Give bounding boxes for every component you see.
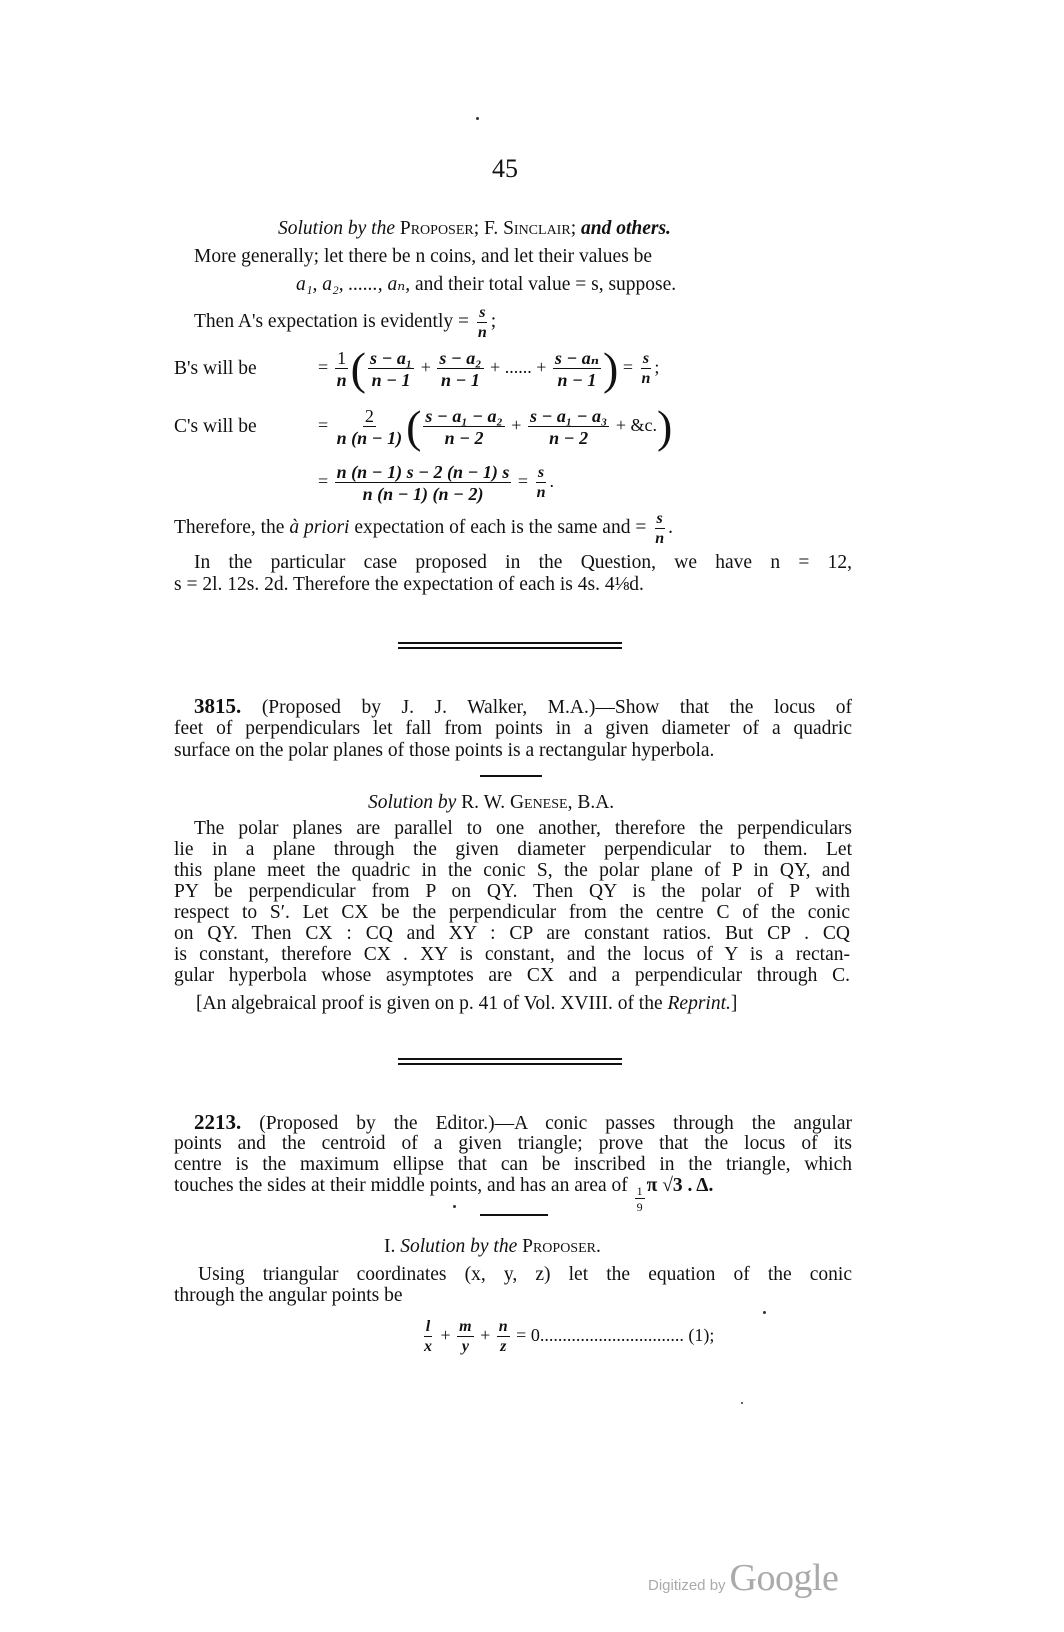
therefore-pre: Therefore, the: [174, 517, 285, 538]
c-t1-den: n − 2: [444, 427, 484, 448]
body-line: respect to S′. Let CX be the perpendicular from the centre C of the conic: [174, 902, 850, 923]
double-rule-bottom: [398, 1063, 622, 1065]
question-3815-line3: surface on the polar planes of those points is a rectangular hyperbola.: [174, 740, 715, 761]
c2-result: [535, 465, 548, 501]
therefore-fraction: [653, 511, 666, 547]
section1-heading: [278, 218, 671, 240]
print-speck: [476, 117, 479, 120]
c-label: C's will be: [174, 416, 257, 437]
therefore-end: .: [668, 517, 673, 538]
b-lead-den: n: [336, 369, 347, 390]
therefore-den: n: [655, 529, 665, 547]
eq-x: x: [424, 1337, 432, 1355]
c-lead-num: 2: [364, 405, 374, 426]
using-line1: Using triangular coordinates (x, y, z) let the equation of the conic: [198, 1264, 852, 1285]
c-lead-den: n (n − 1): [336, 427, 403, 448]
question-2213-line1: [194, 1112, 852, 1134]
b-dots: ......: [504, 357, 532, 377]
heading-name2: F. Sinclair: [484, 218, 571, 239]
c-etc: &c.: [630, 415, 657, 435]
b-end: ;: [654, 357, 660, 377]
c-t1-num: s − a₁ − a₂: [425, 405, 503, 426]
area-fraction: [635, 1185, 645, 1213]
b-result: [639, 351, 652, 387]
body-line: on QY. Then CX : CQ and XY : CP are constant ratios. But CP . CQ: [174, 923, 850, 944]
body-line: this plane meet the quadric in the conic S, the polar plane of P in QY, and: [174, 860, 850, 881]
para1-line1: More generally; let there be n coins, and let their values be: [194, 246, 653, 267]
eq-term-l: [422, 1319, 434, 1355]
eq-m: m: [459, 1317, 472, 1335]
c-term2: [528, 407, 609, 447]
b-term1: [368, 349, 414, 389]
solution-italic: Solution by: [368, 792, 457, 813]
print-speck: [453, 1205, 456, 1208]
print-speck: [763, 1311, 766, 1314]
solution-heading-proposer: [384, 1236, 601, 1258]
particular-line1: In the particular case proposed in the Question, we have n = 12,: [194, 552, 852, 573]
therefore-line: [174, 508, 673, 548]
question-2213-line3: centre is the maximum ellipse that can be inscribed in the triangle, which: [174, 1154, 852, 1175]
eq-equals: = 0: [516, 1325, 540, 1345]
area-text: touches the sides at their middle points, and has an area of: [174, 1175, 628, 1196]
google-watermark: [648, 1556, 838, 1600]
solution-author: R. W. Genese, B.A.: [461, 792, 615, 813]
b-t1-num: s − a₁: [370, 347, 413, 368]
eq-label: (1);: [688, 1325, 715, 1345]
area-den: 9: [636, 1200, 643, 1214]
double-rule-top: [398, 642, 622, 644]
eq-y: y: [461, 1337, 469, 1355]
b-term2: [437, 349, 483, 389]
values-list: a₁, a₂, ......, aₙ,: [296, 274, 411, 295]
short-rule: [480, 775, 542, 777]
question-proposer: (Proposed by J. J. Walker, M.A.)—Show that the locus of: [261, 697, 852, 718]
c2-num: n (n − 1) s − 2 (n − 1) s: [336, 461, 510, 482]
note-pre: [An algebraical proof is given on p. 41 of Vol. XVIII. of the: [196, 993, 663, 1014]
question-3815-line2: feet of perpendiculars let fall from points in a given diameter of a quadric: [174, 718, 852, 739]
a-priori: à priori: [289, 517, 350, 538]
a-fraction: [476, 305, 489, 341]
b-res-den: n: [641, 369, 651, 387]
b-term-n: [553, 349, 601, 389]
note-reprint: Reprint.: [667, 993, 731, 1014]
question-2213-line4: [174, 1175, 713, 1213]
eq-term-n: [497, 1319, 510, 1355]
c-expression-2: = $\frac{n (n - 1) s - 2 (n - 1) s}{n (n - 1) (n - 2)}$ = $\frac{s}{n}$ .: [318, 461, 554, 504]
area-tail: π √3 . Δ.: [646, 1175, 714, 1196]
body-line: is constant, therefore CX . XY is constant, and the locus of Y is a rectan-: [174, 944, 850, 965]
c-lead-fraction: [335, 407, 404, 447]
b-expression: = $\frac{1}{n}$ ( $\frac{\text{s − a₁}}{n - 1}$ + $\frac{\text{s − a₂}}{n - 1}$ + ...... + $\frac{\text{s − aₙ}}{n - 1}$ ) = $\frac{s}{n}$ ;: [318, 342, 660, 394]
google-logo: Google: [729, 1557, 839, 1599]
c2-fraction: [335, 463, 512, 503]
b-tn-den: n − 1: [557, 369, 597, 390]
using-line2: through the angular points be: [174, 1285, 403, 1306]
eq-leader: ................................: [539, 1325, 684, 1345]
solution-italic: Solution by the: [400, 1236, 518, 1257]
b-lead-fraction: [335, 349, 349, 389]
c-expression: = $\frac{2}{n (n - 1)}$ ( $\frac{\text{s − a₁ − a₂}}{n - 2}$ + $\frac{\text{s − a₁ − a₃}}{n - 2}$ + &c.): [318, 400, 673, 452]
eq-l: l: [425, 1317, 431, 1335]
print-speck: [741, 1402, 743, 1404]
c2-end: .: [549, 471, 554, 491]
c2-res-den: n: [536, 483, 546, 501]
b-t2-num: s − a₂: [439, 347, 482, 368]
para1-line2: [296, 274, 676, 296]
eq-z: z: [500, 1337, 507, 1355]
a-expectation: [194, 302, 496, 342]
heading-tail: and others.: [580, 218, 671, 239]
therefore-post: expectation of each is the same and =: [354, 517, 647, 538]
solution-author: Proposer.: [522, 1236, 601, 1257]
short-rule: [480, 1214, 548, 1216]
question-number: 3815.: [194, 694, 242, 718]
a-end: ;: [490, 311, 497, 332]
c-t2-num: s − a₁ − a₃: [529, 405, 608, 426]
solution-heading-genese: [368, 792, 614, 814]
eq-plus: +: [440, 1325, 451, 1345]
b-lead-num: 1: [337, 347, 347, 368]
b-tn-num: s − aₙ: [554, 347, 599, 368]
b-t1-den: n − 1: [371, 369, 411, 390]
body-line: lie in a plane through the given diameter perpendicular to them. Let: [174, 839, 852, 860]
body-line: The polar planes are parallel to one another, therefore the perpendiculars: [194, 818, 852, 839]
double-rule-top: [398, 1058, 622, 1060]
double-rule-bottom: [398, 647, 622, 649]
heading-sep: ;: [473, 218, 480, 239]
c-term1: [423, 407, 504, 447]
a-den: n: [477, 323, 487, 341]
body-line: gular hyperbola whose asymptotes are CX and a perpendicular through C.: [174, 965, 850, 986]
question-3815-line1: [194, 696, 852, 718]
question-proposer: (Proposed by the Editor.)—A conic passes through the angular: [259, 1113, 853, 1134]
solution-number: I.: [384, 1236, 396, 1257]
question-number: 2213.: [194, 1110, 242, 1134]
equation-1: [420, 1310, 714, 1360]
c-t2-den: n − 2: [549, 427, 589, 448]
algebraical-note: [196, 993, 737, 1015]
heading-name1: Proposer: [399, 218, 474, 239]
digitized-by-text: Digitized by: [648, 1577, 726, 1594]
c2-den: n (n − 1) (n − 2): [362, 483, 484, 504]
question-2213-line2: points and the centroid of a given triangle; prove that the locus of its: [174, 1133, 852, 1154]
note-end: ]: [730, 993, 738, 1014]
body-line: PY be perpendicular from P on QY. Then QY is the polar of P with: [174, 881, 850, 902]
heading-sep2: ;: [570, 218, 577, 239]
b-res-num: s: [642, 349, 650, 367]
eq-plus: +: [480, 1325, 491, 1345]
b-t2-den: n − 1: [440, 369, 480, 390]
particular-line2: s = 2l. 12s. 2d. Therefore the expectation of each is 4s. 4⅛d.: [174, 574, 644, 595]
total-value-text: and their total value = s, suppose.: [414, 274, 677, 295]
area-num: 1: [636, 1184, 643, 1198]
page-number: 45: [492, 154, 518, 183]
a-text: Then A's expectation is evidently =: [194, 311, 469, 332]
eq-n: n: [498, 1317, 508, 1335]
therefore-num: s: [656, 509, 663, 527]
a-num: s: [479, 303, 486, 321]
c2-res-num: s: [537, 463, 545, 481]
heading-italic: Solution by the: [278, 218, 395, 239]
b-label: B's will be: [174, 358, 257, 379]
eq-term-m: [457, 1319, 473, 1355]
